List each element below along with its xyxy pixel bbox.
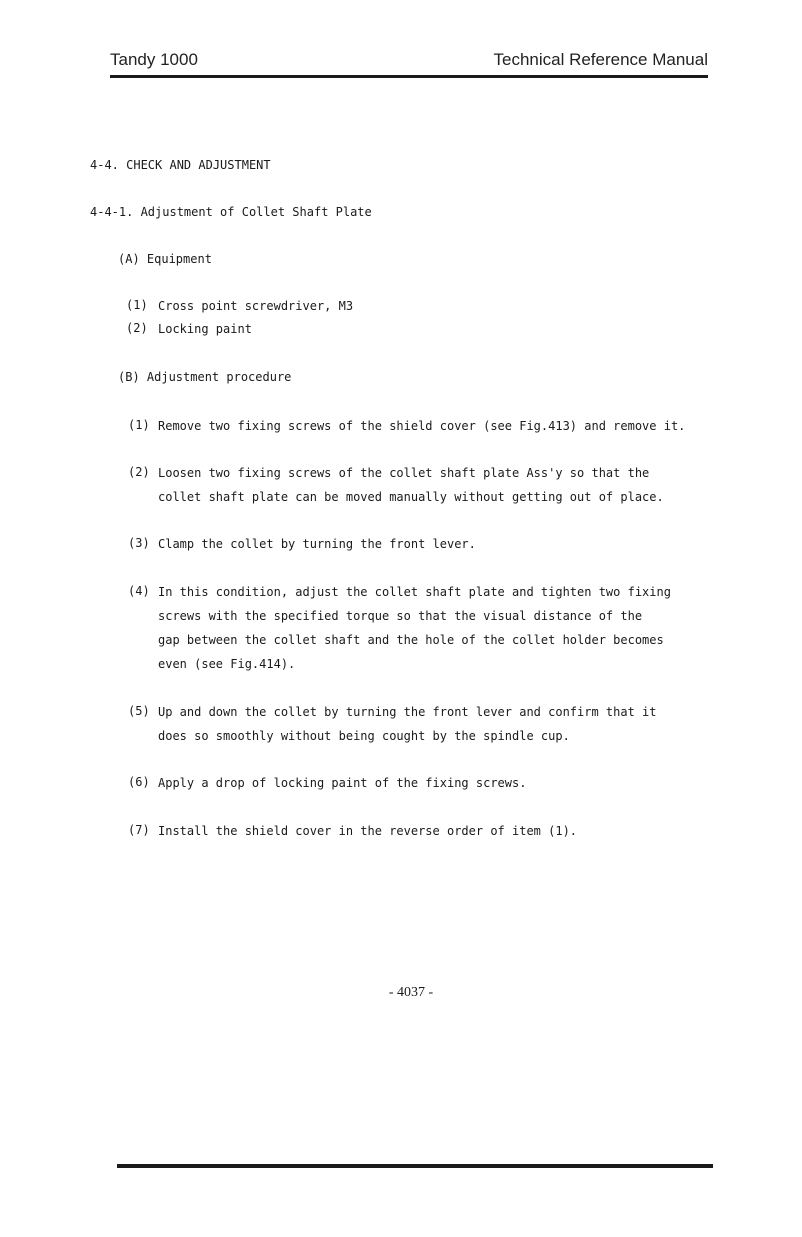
step-line: Clamp the collet by turning the front lever. bbox=[158, 537, 476, 551]
subsection-title: 4-4-1. Adjustment of Collet Shaft Plate bbox=[90, 205, 372, 219]
step-line: collet shaft plate can be moved manually without getting out of place. bbox=[158, 490, 664, 504]
step-number: (6) bbox=[128, 775, 150, 789]
item-text: Cross point screwdriver, M3 bbox=[158, 299, 354, 313]
procedure-heading: (B) Adjustment procedure bbox=[118, 370, 292, 384]
step-line: gap between the collet shaft and the hole of the collet holder becomes bbox=[158, 633, 664, 647]
step-number: (5) bbox=[128, 704, 150, 718]
step-line: Apply a drop of locking paint of the fixing screws. bbox=[158, 776, 527, 790]
step-line: In this condition, adjust the collet shaft plate and tighten two fixing bbox=[158, 585, 671, 599]
item-number: (2) bbox=[126, 321, 148, 335]
page-header-right: Technical Reference Manual bbox=[493, 50, 708, 69]
step-number: (2) bbox=[128, 465, 150, 479]
step-line: Up and down the collet by turning the front lever and confirm that it bbox=[158, 705, 657, 719]
page-number: - 4037 - bbox=[388, 985, 434, 1000]
step-line: screws with the specified torque so that the visual distance of the bbox=[158, 609, 643, 623]
step-line: Install the shield cover in the reverse order of item (1). bbox=[158, 824, 578, 838]
step-number: (3) bbox=[128, 536, 150, 550]
step-line: does so smoothly without being cought by the spindle cup. bbox=[158, 729, 570, 743]
header-rule bbox=[110, 75, 708, 78]
item-text: Locking paint bbox=[158, 322, 252, 336]
step-line: even (see Fig.414). bbox=[158, 657, 296, 671]
page-header-left: Tandy 1000 bbox=[110, 50, 198, 69]
step-number: (1) bbox=[128, 418, 150, 432]
footer-rule bbox=[117, 1164, 713, 1168]
step-line: Remove two fixing screws of the shield cover (see Fig.413) and remove it. bbox=[158, 419, 686, 433]
equipment-heading: (A) Equipment bbox=[118, 252, 212, 266]
step-line: Loosen two fixing screws of the collet shaft plate Ass'y so that the bbox=[158, 466, 650, 480]
item-number: (1) bbox=[126, 298, 148, 312]
step-number: (7) bbox=[128, 823, 150, 837]
section-title: 4-4. CHECK AND ADJUSTMENT bbox=[90, 158, 271, 172]
step-number: (4) bbox=[128, 584, 150, 598]
